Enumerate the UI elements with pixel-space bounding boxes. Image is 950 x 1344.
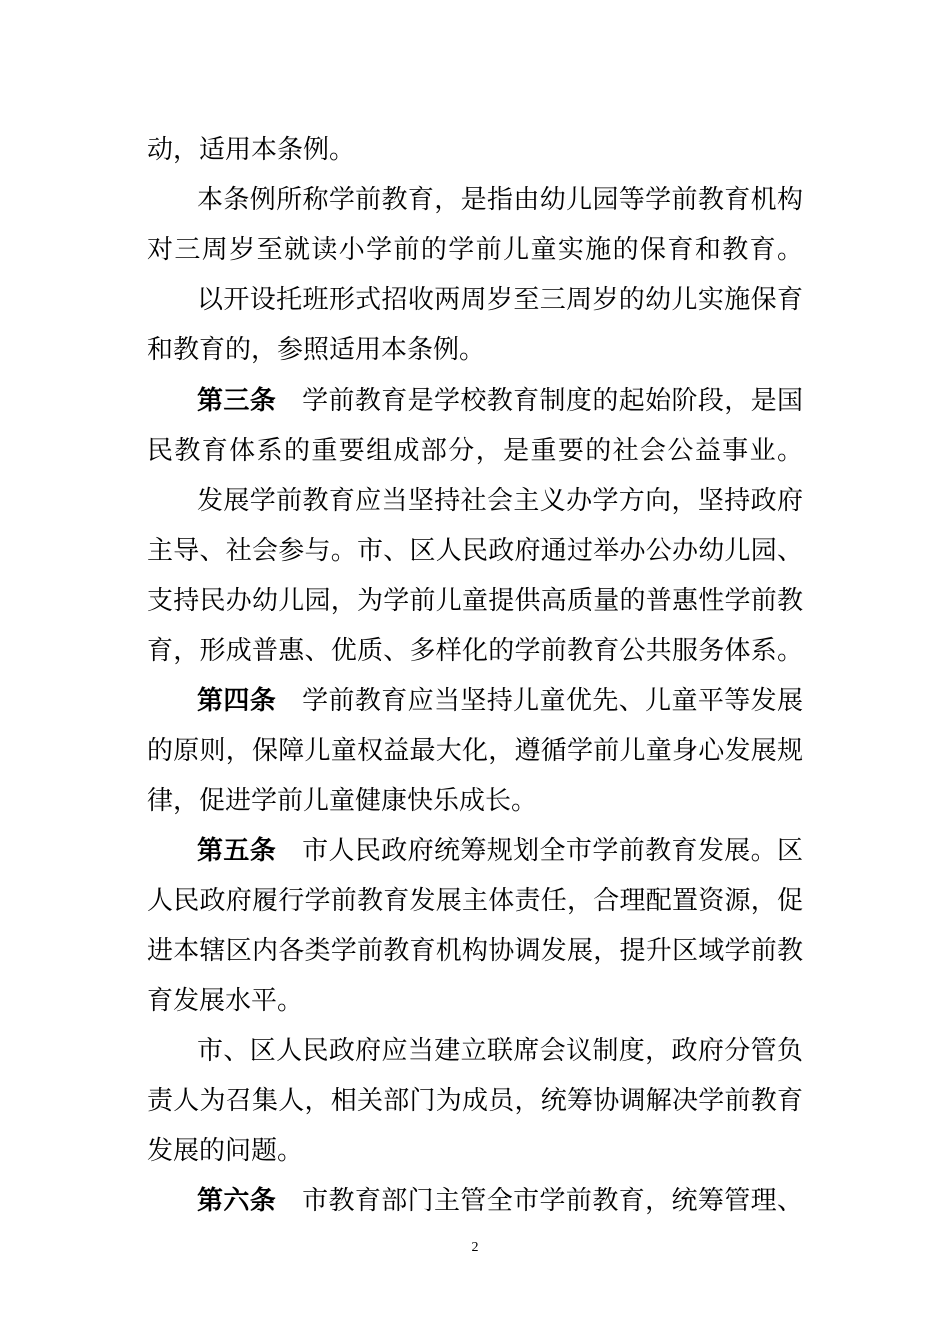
paragraph-text: 进本辖区内各类学前教育机构协调发展，提升区域学前教 xyxy=(147,936,803,966)
text-line xyxy=(197,280,803,320)
article-label: 第三条 xyxy=(197,386,277,416)
paragraph-text: 市教育部门主管全市学前教育，统筹管理、 xyxy=(302,1186,803,1216)
paragraph-text: 和教育的，参照适用本条例。 xyxy=(147,335,486,365)
text-line xyxy=(147,1131,803,1171)
text-line xyxy=(147,130,803,170)
text-line xyxy=(147,881,803,921)
text-line xyxy=(147,781,803,821)
paragraph-text: 育，形成普惠、优质、多样化的学前教育公共服务体系。 xyxy=(147,636,803,666)
text-line xyxy=(147,631,803,671)
paragraph-text: 发展的问题。 xyxy=(147,1136,304,1166)
paragraph-text: 学前教育应当坚持儿童优先、儿童平等发展 xyxy=(302,686,803,716)
article-heading-line xyxy=(197,681,803,721)
paragraph-text: 市人民政府统筹规划全市学前教育发展。区 xyxy=(302,836,803,866)
article-heading-line xyxy=(197,1181,803,1221)
article-heading-line xyxy=(197,381,803,421)
text-line xyxy=(147,731,803,771)
paragraph-text: 以开设托班形式招收两周岁至三周岁的幼儿实施保育 xyxy=(197,285,803,315)
paragraph-text: 支持民办幼儿园，为学前儿童提供高质量的普惠性学前教 xyxy=(147,586,803,616)
paragraph-text: 人民政府履行学前教育发展主体责任，合理配置资源，促 xyxy=(147,886,803,916)
article-label: 第四条 xyxy=(197,686,277,716)
article-label: 第六条 xyxy=(197,1186,277,1216)
article-label: 第五条 xyxy=(197,836,277,866)
article-heading-line xyxy=(197,831,803,871)
text-line xyxy=(147,1081,803,1121)
text-line xyxy=(147,931,803,971)
text-line xyxy=(197,481,803,521)
text-line xyxy=(197,180,803,220)
text-line xyxy=(147,981,803,1021)
paragraph-text: 发展学前教育应当坚持社会主义办学方向，坚持政府 xyxy=(197,486,803,516)
paragraph-text: 律，促进学前儿童健康快乐成长。 xyxy=(147,786,538,816)
page-number: 2 xyxy=(471,1240,479,1255)
text-line xyxy=(147,581,803,621)
paragraph-text: 主导、社会参与。市、区人民政府通过举办公办幼儿园、 xyxy=(147,536,803,566)
text-line xyxy=(147,431,803,471)
text-line xyxy=(147,531,803,571)
paragraph-text: 对三周岁至就读小学前的学前儿童实施的保育和教育。 xyxy=(147,235,803,265)
paragraph-text: 的原则，保障儿童权益最大化，遵循学前儿童身心发展规 xyxy=(147,736,803,766)
text-line xyxy=(197,1031,803,1071)
text-line xyxy=(147,230,803,270)
paragraph-text: 育发展水平。 xyxy=(147,986,304,1016)
paragraph-text: 本条例所称学前教育，是指由幼儿园等学前教育机构 xyxy=(197,185,803,215)
paragraph-text: 学前教育是学校教育制度的起始阶段，是国 xyxy=(302,386,803,416)
paragraph-text: 市、区人民政府应当建立联席会议制度，政府分管负 xyxy=(197,1036,803,1066)
paragraph-text: 民教育体系的重要组成部分，是重要的社会公益事业。 xyxy=(147,436,803,466)
paragraph-text: 动，适用本条例。 xyxy=(147,135,356,165)
paragraph-text: 责人为召集人，相关部门为成员，统筹协调解决学前教育 xyxy=(147,1086,803,1116)
text-line xyxy=(147,330,803,370)
